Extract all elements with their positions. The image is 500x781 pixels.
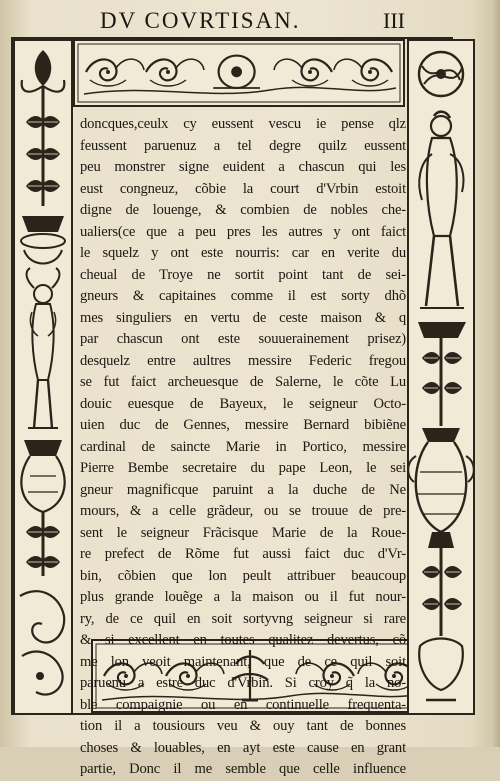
right-pillar-ornament bbox=[408, 40, 474, 714]
text-line: uien duc de Gennes, messire Bernard bibiẽne bbox=[80, 417, 406, 433]
text-line: plus grande louẽge a la maison ou il fut nour- bbox=[80, 589, 406, 605]
text-line: desquelz entre aultres messire Federic fregou bbox=[80, 352, 406, 369]
folio-number: III bbox=[383, 8, 405, 33]
text-line: & si excellent en toutes qualitez devertus, cõ bbox=[80, 632, 406, 648]
running-head: DV COVRTISAN. bbox=[100, 8, 301, 33]
text-line: le squelz y ont este nourris: car en verite du bbox=[80, 245, 406, 261]
text-line: digne de louenge, & combien de nobles che- bbox=[80, 202, 406, 218]
text-line: me lon veoit maintenant, que de ce quil soit bbox=[80, 653, 406, 670]
text-line: sent le seigneur Frãcisque Marie de la Roue- bbox=[80, 524, 406, 541]
text-line: par chascun ont este souuerainement prisez) bbox=[80, 331, 406, 347]
text-line: cheual de Troye ne sortit point tant de sei- bbox=[80, 266, 406, 283]
text-line: se fut faict archeuesque de Salerne, le cõte Lu bbox=[80, 374, 406, 390]
text-line: douic euesque de Bayeux, le seigneur Octo- bbox=[80, 395, 406, 412]
text-line: feussent paruenuz a tel degre quilz eussent bbox=[80, 137, 406, 154]
text-line: tion il a tousiours veu & ouy tant de bonnes bbox=[80, 718, 406, 734]
text-line: mes singuliers en vertu de ceste maison & q bbox=[80, 309, 406, 326]
left-pillar-ornament bbox=[14, 40, 72, 714]
page-edge bbox=[490, 0, 500, 747]
text-line: partie, Donc il me semble que celle influence bbox=[80, 761, 406, 777]
text-line: gneurs & capitaines comme il est sorty dhõ bbox=[80, 288, 406, 304]
text-line: ble compaignie ou en continuelle frequenta- bbox=[80, 696, 406, 713]
text-line: ualiers(ce que a peu pres les autres y ont faict bbox=[80, 223, 406, 240]
text-line: mours, & a celle grãdeur, ou se trouue de pre- bbox=[80, 503, 406, 519]
text-line: doncques,ceulx cy eussent vescu ie pense qlz bbox=[80, 116, 406, 132]
text-line: paruenu a estre duc d'Vrbin. Si croy q̃ la no- bbox=[80, 675, 406, 691]
body-text bbox=[80, 114, 406, 781]
top-frieze-ornament bbox=[74, 40, 404, 106]
text-line: Pierre Bembe secretaire du pape Leon, le sei bbox=[80, 460, 406, 476]
text-line: peu monstrer signe euident a chascun qui les bbox=[80, 159, 406, 175]
text-line: bin, cõbien que lon peult attribuer beaucoup bbox=[80, 567, 406, 584]
text-line: re prefect de Rõme fut aussi faict duc d'Vr- bbox=[80, 546, 406, 562]
text-line: eust congneuz, cõbie la court d'Vrbin estoit bbox=[80, 180, 406, 197]
text-line: gneur magnificque paruint a la duche de Ne bbox=[80, 481, 406, 498]
page-header bbox=[0, 6, 500, 36]
text-line: cardinal de saincte Marie in Portico, messire bbox=[80, 438, 406, 455]
text-line: choses & louables, en ayt este cause en grant bbox=[80, 739, 406, 756]
text-line: ry, de ce quil en soit sortyvng seigneur si rare bbox=[80, 610, 406, 627]
